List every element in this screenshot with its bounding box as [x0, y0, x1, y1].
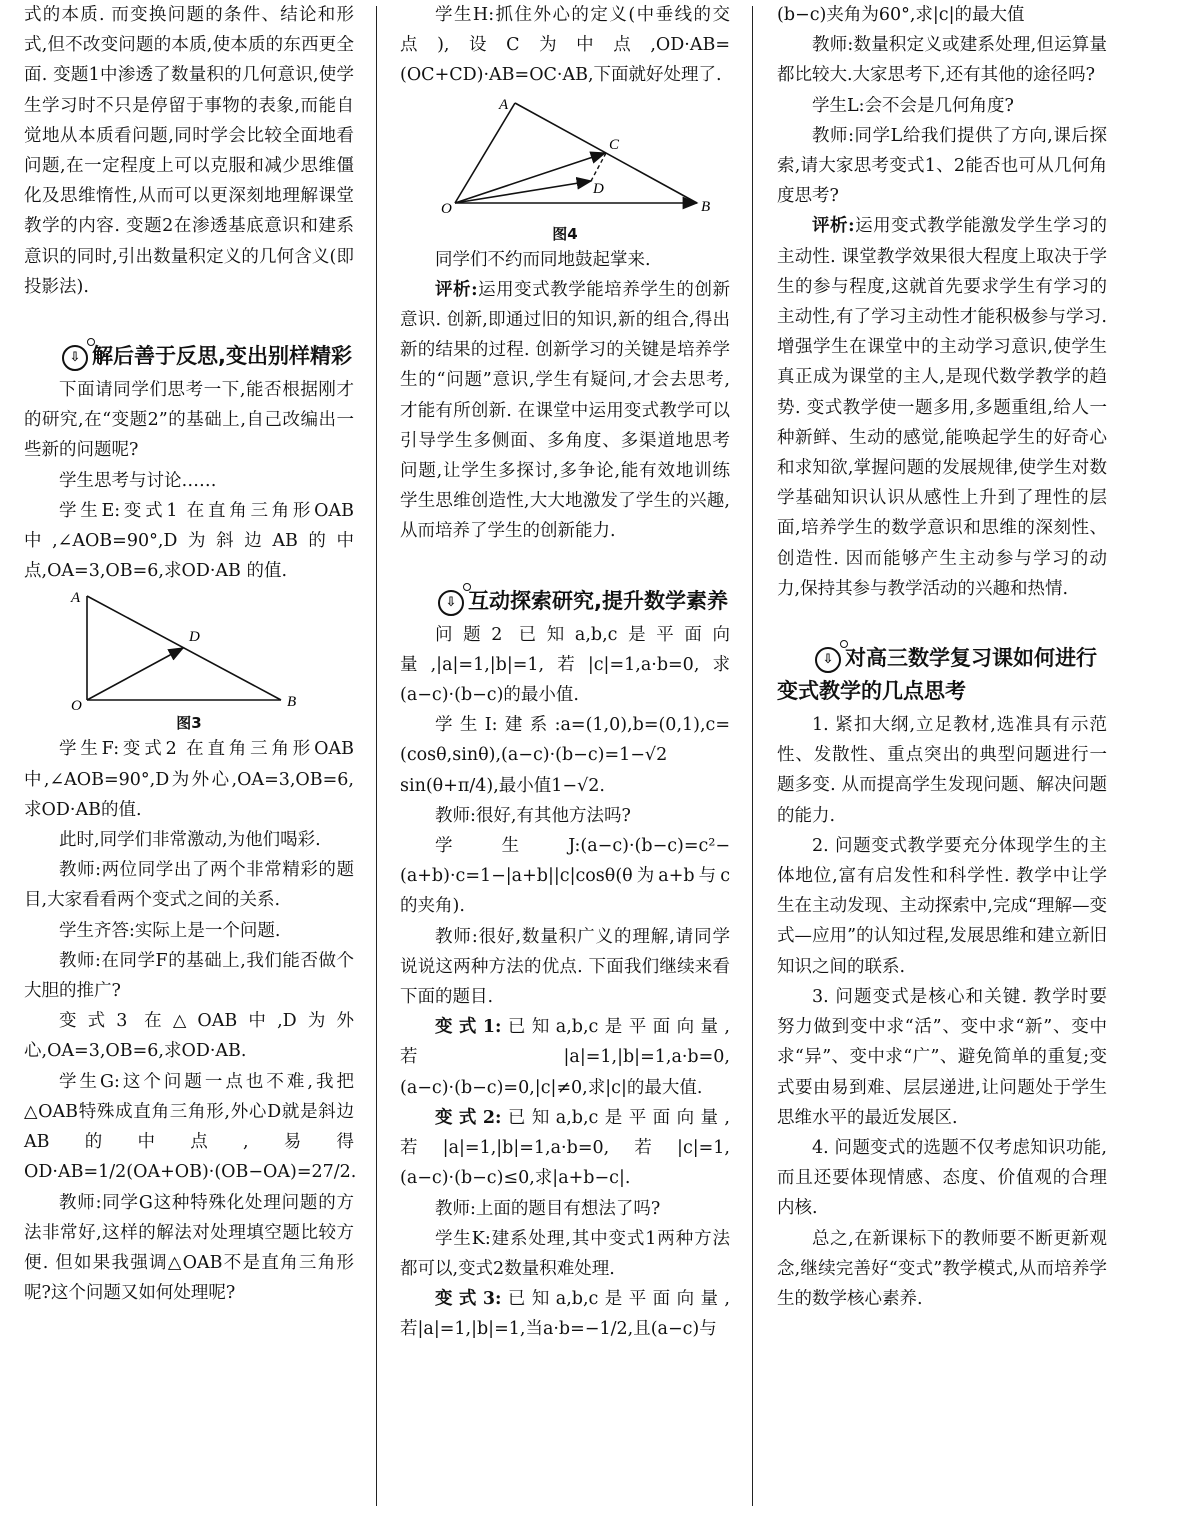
vector-oc — [455, 153, 605, 203]
paragraph: 教师:同学L给我们提供了方向,课后探索,请大家思考变式1、2能否也可从几何角度思考? — [777, 125, 1107, 207]
paragraph: 教师:很好,有其他方法吗? — [435, 805, 631, 826]
vector-od — [87, 648, 183, 700]
label-o: O — [441, 200, 452, 217]
variant-text: 已知a,b,c是平面向量,若|a|=1,|b|=1,当a·b=−1/2,且(a−c)与 — [400, 1289, 730, 1340]
paragraph: 教师:上面的题目有想法了吗? — [435, 1198, 661, 1219]
label-b: B — [701, 198, 711, 215]
figure-3-diagram — [59, 590, 319, 712]
paragraph: 教师:很好,数量积广义的理解,请同学说说这两种方法的优点. 下面我们继续来看下面的题目. — [400, 926, 730, 1008]
paragraph — [400, 1284, 730, 1344]
figure-3-caption: 图3 — [176, 714, 202, 733]
variant-label: 变式3: — [435, 1289, 502, 1310]
paragraph: 学生思考与讨论…… — [59, 470, 217, 491]
section-heading — [400, 585, 730, 618]
variant-label: 变式2: — [435, 1107, 502, 1128]
paragraph: 学生E:变式1 在直角三角形OAB中,∠AOB=90°,D为斜边AB的中点,OA=3,OB=6,求OD·AB 的值. — [24, 500, 354, 582]
paragraph: 1. 紧扣大纲,立足教材,选准具有示范性、发散性、重点突出的典型问题进行一题多变. 从而提高学生发现问题、解决问题的能力. — [777, 715, 1107, 826]
comment-text: 运用变式教学能培养学生的创新意识. 创新,即通过旧的知识,新的组合,得出新的结果的过程. 创新学习的关键是培养学生的“问题”意识,学生有疑问,才会去思考,才能有所创新. 在课堂中运用变式教学可以引导学生多侧面、多角度、多渠道地思考问题,让学生多探讨,多争论,能有效地训练学生思维创造性,大大地激发了学生的兴趣,从而培养了学生的创新能力. — [400, 279, 730, 542]
section-heading — [777, 642, 1107, 708]
paragraph: 教师:在同学F的基础上,我们能否做个大胆的推广? — [24, 950, 354, 1002]
figure-4-caption: 图4 — [552, 224, 578, 243]
paragraph: 问题2 已知a,b,c是平面向量,|a|=1,|b|=1,若|c|=1,a·b=0,求(a−c)·(b−c)的最小值. — [400, 624, 730, 706]
paragraph: 总之,在新课标下的教师要不断更新观念,继续完善好“变式”教学模式,从而培养学生的数学核心素养. — [777, 1228, 1107, 1309]
paragraph: 3. 问题变式是核心和关键. 教学时要努力做到变中求“活”、变中求“新”、变中求“异”、变中求“广”、避免简单的重复;变式要由易到难、层层递进,让问题处于学生思维水平的最近发展区. — [777, 986, 1107, 1128]
figure-4 — [400, 95, 730, 245]
paragraph: 教师:同学G这种特殊化处理问题的方法非常好,这样的解法对处理填空题比较方便. 但如果我强调△OAB不是直角三角形呢?这个问题又如何处理呢? — [24, 1192, 354, 1304]
paragraph: 学生齐答:实际上是一个问题. — [59, 920, 281, 941]
paragraph: 教师:两位同学出了两个非常精彩的题目,大家看看两个变式之间的关系. — [24, 860, 354, 911]
label-o: O — [71, 698, 82, 713]
paragraph: 此时,同学们非常激动,为他们喝彩. — [59, 830, 321, 851]
paragraph — [777, 211, 1107, 604]
label-b: B — [287, 694, 297, 711]
label-a: A — [71, 590, 81, 607]
paragraph: 同学们不约而同地鼓起掌来. — [435, 249, 651, 270]
paragraph: 学生L:会不会是几何角度? — [812, 95, 1014, 116]
paragraph: 教师:数量积定义或建系处理,但运算量都比较大.大家思考下,还有其他的途径吗? — [777, 35, 1107, 86]
down-arrow-circle-icon: ⇩ — [815, 647, 841, 673]
paragraph — [400, 1103, 730, 1194]
paragraph: 学生J:(a−c)·(b−c)=c²−(a+b)·c=1−|a+b||c|cosθ(θ为a+b与c的夹角). — [400, 836, 730, 917]
paragraph: 学生F:变式2 在直角三角形OAB中,∠AOB=90°,D为外心,OA=3,OB=6,求OD·AB的值. — [24, 739, 354, 820]
comment-text: 运用变式教学能激发学生学习的主动性. 课堂教学效果很大程度上取决于学生的参与程度,这就首先要求学生有学习的主动性,有了学习主动性才能积极参与学习. 增强学生在课堂中的主动学习意识,使学生真正成为课堂的主人,是现代数学教学的趋势. 变式教学使一题多用,多题重组,给人一种新鲜、生动的感觉,能唤起学生的好奇心和求知欲,掌握问题的发展规律,使学生对数学基础知识认识从感性上升到了理性的层面,培养学生的数学意识和思维的深刻性、创造性. 因而能够产生主动参与学习的动力,保持其参与教学活动的兴趣和热情. — [777, 216, 1107, 599]
comment-label: 评析: — [435, 279, 478, 300]
segment-oa — [455, 103, 515, 203]
paragraph — [400, 275, 730, 547]
label-d: D — [189, 629, 200, 646]
figure-4-diagram — [415, 95, 715, 223]
paragraph: 下面请同学们思考一下,能否根据刚才的研究,在“变题2”的基础上,自己改编出一些新的问题呢? — [24, 380, 354, 461]
vector-od — [455, 181, 591, 203]
paragraph: 学生K:建系处理,其中变式1两种方法都可以,变式2数量积难处理. — [400, 1228, 730, 1279]
column-right — [777, 0, 1107, 1314]
label-c: C — [609, 136, 620, 153]
variant-label: 变式1: — [435, 1017, 502, 1038]
column-divider — [376, 6, 377, 1506]
label-d: D — [593, 180, 604, 197]
paragraph: 学生G:这个问题一点也不难,我把△OAB特殊成直角三角形,外心D就是斜边AB的中点,易得OD·AB=1/2(OA+OB)·(OB−OA)=27/2. — [24, 1071, 357, 1183]
paragraph-intro: 式的本质. 而变换问题的条件、结论和形式,但不改变问题的本质,使本质的东西更全面. 变题1中渗透了数量积的几何意识,使学生学习时不只是停留于事物的表象,而能自觉地从本质看问题,同时学会比较全面地看问题,在一定程度上可以克服和减少思维僵化及思维惰性,从而可以更深刻地理解课堂教学的内容. 变题2在渗透基底意识和建系意识的同时,引出数量积定义的几何含义(即投影法). — [24, 5, 354, 297]
paragraph: 4. 问题变式的选题不仅考虑知识功能,而且还要体现情感、态度、价值观的合理内核. — [777, 1137, 1107, 1219]
paragraph: 2. 问题变式教学要充分体现学生的主体地位,富有启发性和科学性. 教学中让学生在主动发现、主动探索中,完成“理解—变式—应用”的认知过程,发展思维和建立新旧知识之间的联系. — [777, 835, 1107, 977]
paragraph: 学生I:建系:a=(1,0),b=(0,1),c=(cosθ,sinθ),(a−c)·(b−c)=1−√2 sin(θ+π/4),最小值1−√2. — [400, 715, 730, 796]
comment-label: 评析: — [812, 216, 855, 237]
section-heading-text: 互动探索研究,提升数学素养 — [468, 588, 728, 613]
paragraph: 学生H:抓住外心的定义(中垂线的交点),设C为中点,OD·AB=(OC+CD)·AB=OC·AB,下面就好处理了. — [400, 5, 730, 86]
paragraph: (b−c)夹角为60°,求|c|的最大值 — [777, 5, 1025, 25]
paragraph — [400, 1012, 730, 1103]
variant-text: 已知a,b,c是平面向量,若|a|=1,|b|=1,a·b=0,(a−c)·(b−c)=0,|c|≠0,求|c|的最大值. — [400, 1017, 730, 1098]
column-divider — [752, 6, 753, 1506]
variant-text: 已知a,b,c是平面向量,若|a|=1,|b|=1,a·b=0,若|c|=1,(a−c)·(b−c)≤0,求|a+b−c|. — [400, 1107, 730, 1189]
section-heading — [24, 340, 354, 373]
section-heading-text: 解后善于反思,变出别样精彩 — [92, 344, 352, 369]
column-middle — [400, 0, 730, 1345]
column-left — [24, 0, 357, 1308]
label-a: A — [499, 96, 509, 113]
down-arrow-circle-icon: ⇩ — [62, 345, 88, 371]
figure-3 — [24, 590, 354, 734]
paragraph: 变式3 在△OAB中,D为外心,OA=3,OB=6,求OD·AB. — [24, 1011, 354, 1062]
down-arrow-circle-icon: ⇩ — [438, 590, 464, 616]
section-heading-text: 对高三数学复习课如何进行变式教学的几点思考 — [777, 646, 1097, 704]
